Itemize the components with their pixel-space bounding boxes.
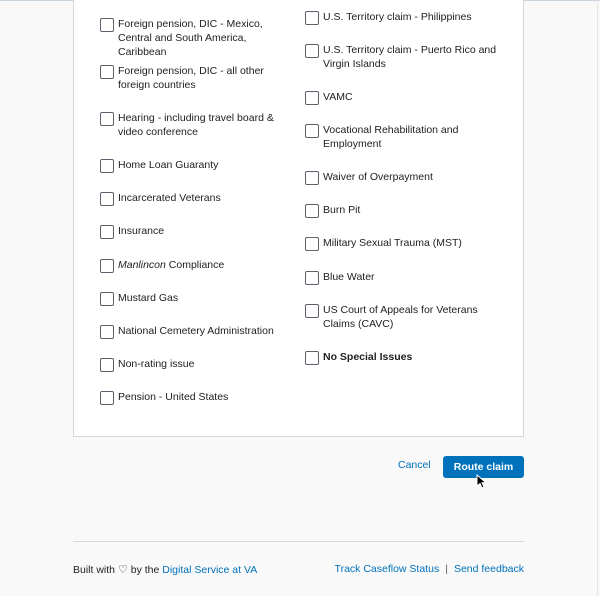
issue-option[interactable] bbox=[305, 43, 505, 71]
checkbox[interactable] bbox=[305, 44, 319, 58]
issue-option[interactable] bbox=[100, 191, 221, 206]
checkbox[interactable] bbox=[100, 225, 114, 239]
issue-option[interactable] bbox=[100, 111, 296, 139]
issue-option[interactable] bbox=[100, 224, 164, 239]
issue-label[interactable]: U.S. Territory claim - Philippines bbox=[323, 11, 472, 23]
built-with-text: Built with bbox=[73, 564, 116, 576]
issue-label[interactable]: VAMC bbox=[323, 91, 353, 103]
footer-divider bbox=[73, 541, 524, 542]
checkbox[interactable] bbox=[305, 304, 319, 318]
digital-service-link[interactable]: Digital Service at VA bbox=[162, 564, 258, 576]
checkbox[interactable] bbox=[100, 192, 114, 206]
checkbox[interactable] bbox=[100, 391, 114, 405]
issue-label[interactable]: Non-rating issue bbox=[118, 358, 195, 370]
checkbox[interactable] bbox=[100, 292, 114, 306]
issue-label[interactable]: U.S. Territory claim - Puerto Rico and Virgin Islands bbox=[323, 44, 497, 70]
issue-label[interactable]: Hearing - including travel board & video conference bbox=[118, 112, 274, 138]
issue-option[interactable] bbox=[305, 303, 505, 331]
issue-label[interactable] bbox=[118, 258, 224, 272]
issue-label[interactable]: Insurance bbox=[118, 225, 165, 237]
checkbox[interactable] bbox=[100, 65, 114, 79]
issue-label[interactable]: National Cemetery Administration bbox=[118, 325, 274, 337]
issue-label-italic: Manlincon bbox=[118, 259, 166, 271]
issue-option[interactable] bbox=[305, 270, 375, 285]
issue-option[interactable] bbox=[100, 158, 218, 173]
footer-links bbox=[335, 563, 524, 575]
issue-option[interactable] bbox=[305, 10, 472, 25]
issue-label[interactable]: No Special Issues bbox=[323, 351, 413, 363]
checkbox[interactable] bbox=[305, 124, 319, 138]
issue-option[interactable] bbox=[305, 236, 462, 251]
issue-label[interactable]: Foreign pension, DIC - Mexico, Central and South America, Caribbean bbox=[118, 18, 263, 58]
issue-label[interactable]: Blue Water bbox=[323, 271, 375, 283]
issue-label[interactable]: Foreign pension, DIC - all other foreign countries bbox=[118, 65, 264, 91]
footer-attribution bbox=[73, 563, 257, 576]
heart-icon: ♡ bbox=[117, 564, 128, 576]
issue-label[interactable]: Pension - United States bbox=[118, 391, 229, 403]
issue-label[interactable]: Mustard Gas bbox=[118, 292, 179, 304]
issue-option[interactable] bbox=[100, 64, 296, 92]
issue-option[interactable] bbox=[100, 324, 274, 339]
checkbox[interactable] bbox=[100, 112, 114, 126]
route-claim-button[interactable]: Route claim bbox=[443, 456, 524, 478]
issue-label[interactable]: Home Loan Guaranty bbox=[118, 159, 219, 171]
checkbox[interactable] bbox=[305, 91, 319, 105]
mouse-pointer-icon bbox=[476, 474, 488, 490]
issue-option[interactable] bbox=[305, 123, 505, 151]
checkbox[interactable] bbox=[305, 171, 319, 185]
footer-separator: | bbox=[445, 563, 448, 575]
issue-option-no-special-issues[interactable] bbox=[305, 350, 412, 365]
checkbox[interactable] bbox=[100, 259, 114, 273]
checkbox[interactable] bbox=[100, 18, 114, 32]
issue-label-rest: Compliance bbox=[165, 259, 225, 271]
checkbox[interactable] bbox=[100, 358, 114, 372]
issue-option[interactable] bbox=[100, 258, 224, 273]
checkbox[interactable] bbox=[305, 271, 319, 285]
issue-label[interactable]: Military Sexual Trauma (MST) bbox=[323, 237, 462, 249]
send-feedback-link[interactable]: Send feedback bbox=[453, 563, 524, 575]
checkbox[interactable] bbox=[305, 351, 319, 365]
track-caseflow-status-link[interactable]: Track Caseflow Status bbox=[334, 563, 440, 575]
by-the-text: by the bbox=[130, 564, 160, 576]
issue-label[interactable]: Waiver of Overpayment bbox=[323, 171, 433, 183]
cancel-button[interactable]: Cancel bbox=[398, 459, 431, 471]
issue-option[interactable] bbox=[100, 357, 194, 372]
checkbox[interactable] bbox=[100, 159, 114, 173]
checkbox[interactable] bbox=[305, 11, 319, 25]
checkbox[interactable] bbox=[100, 325, 114, 339]
issue-label[interactable]: Burn Pit bbox=[323, 204, 361, 216]
issue-label[interactable]: US Court of Appeals for Veterans Claims (CAVC) bbox=[323, 304, 478, 330]
issue-option[interactable] bbox=[100, 291, 178, 306]
issue-label[interactable]: Incarcerated Veterans bbox=[118, 192, 221, 204]
issue-option[interactable] bbox=[100, 17, 296, 59]
issue-option[interactable] bbox=[305, 90, 353, 105]
issue-option[interactable] bbox=[305, 170, 433, 185]
right-divider bbox=[597, 0, 598, 596]
checkbox[interactable] bbox=[305, 237, 319, 251]
issue-label[interactable]: Vocational Rehabilitation and Employment bbox=[323, 124, 459, 150]
checkbox[interactable] bbox=[305, 204, 319, 218]
issue-option[interactable] bbox=[100, 390, 228, 405]
special-issues-card bbox=[73, 0, 524, 437]
issue-option[interactable] bbox=[305, 203, 360, 218]
